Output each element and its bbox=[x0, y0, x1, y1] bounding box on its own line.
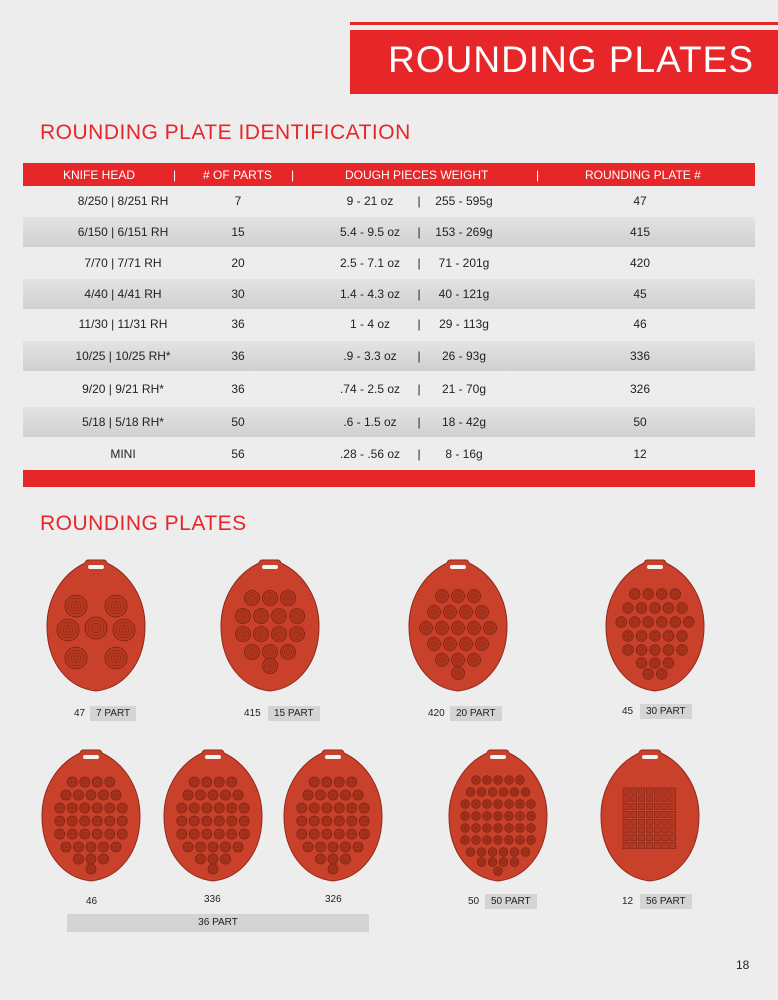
parts-cell: 7 bbox=[234, 194, 242, 208]
part-count-label: 20 PART bbox=[450, 706, 502, 721]
plate-cavity bbox=[670, 804, 676, 810]
weight-oz-cell: .74 - 2.5 oz bbox=[339, 382, 401, 396]
plate-illustration bbox=[600, 748, 700, 893]
hang-slot bbox=[83, 755, 99, 759]
weight-divider: | bbox=[417, 194, 421, 208]
plate-cavity bbox=[662, 796, 668, 802]
hang-slot bbox=[205, 755, 221, 759]
parts-cell: 36 bbox=[231, 349, 245, 363]
plate-cavity bbox=[631, 835, 637, 841]
plate-cavity bbox=[654, 819, 660, 825]
plate-cavity bbox=[623, 804, 629, 810]
rounding-plate-336 bbox=[163, 748, 263, 893]
plates-section-title: ROUNDING PLATES bbox=[40, 512, 247, 535]
plate-cavity bbox=[631, 811, 637, 817]
rounding-plate-415 bbox=[220, 558, 320, 703]
table-row bbox=[23, 374, 755, 404]
knife-head-cell: 10/25 | 10/25 RH* bbox=[75, 349, 171, 363]
weight-oz-cell: 9 - 21 oz bbox=[346, 194, 394, 208]
weight-g-cell: 153 - 269g bbox=[435, 225, 493, 239]
plate-illustration bbox=[605, 558, 705, 703]
knife-head-cell: 11/30 | 11/31 RH bbox=[78, 317, 168, 331]
plate-cavity bbox=[639, 835, 645, 841]
plate-cavity bbox=[646, 835, 652, 841]
part-count-label: 30 PART bbox=[640, 704, 692, 719]
table-row bbox=[23, 407, 755, 437]
parts-cell: 30 bbox=[231, 287, 245, 301]
plate-cavity bbox=[623, 843, 629, 849]
plate-illustration bbox=[283, 748, 383, 893]
part-count-label: 56 PART bbox=[640, 894, 692, 909]
plate-cavity bbox=[639, 796, 645, 802]
plate-number-cell: 47 bbox=[633, 194, 647, 208]
plate-illustration bbox=[220, 558, 320, 703]
plate-cavity bbox=[646, 827, 652, 833]
plate-cavity bbox=[623, 788, 629, 794]
weight-g-cell: 40 - 121g bbox=[438, 287, 490, 301]
plate-cavity bbox=[639, 827, 645, 833]
parts-cell: 20 bbox=[231, 256, 245, 270]
plate-cavity bbox=[654, 788, 660, 794]
plate-cavity bbox=[639, 843, 645, 849]
plate-cavity bbox=[662, 827, 668, 833]
weight-oz-cell: 2.5 - 7.1 oz bbox=[339, 256, 401, 270]
plate-number-cell: 50 bbox=[633, 415, 647, 429]
weight-g-cell: 255 - 595g bbox=[435, 194, 493, 208]
plate-cavity bbox=[623, 827, 629, 833]
plate-number-caption: 336 bbox=[204, 894, 221, 905]
weight-divider: | bbox=[417, 447, 421, 461]
identification-title: ROUNDING PLATE IDENTIFICATION bbox=[40, 121, 411, 144]
weight-divider: | bbox=[417, 287, 421, 301]
rounding-plate-50 bbox=[448, 748, 548, 893]
table-row bbox=[23, 248, 755, 278]
rounding-plate-47 bbox=[46, 558, 146, 703]
knife-head-cell: 5/18 | 5/18 RH* bbox=[82, 415, 164, 429]
plate-cavity bbox=[631, 788, 637, 794]
weight-divider: | bbox=[417, 349, 421, 363]
plate-cavity bbox=[623, 835, 629, 841]
weight-divider: | bbox=[417, 415, 421, 429]
plate-cavity bbox=[623, 811, 629, 817]
plate-cavity bbox=[631, 796, 637, 802]
rounding-plate-45 bbox=[605, 558, 705, 703]
knife-head-cell: MINI bbox=[110, 447, 136, 461]
plate-cavity bbox=[623, 819, 629, 825]
table-row bbox=[23, 309, 755, 339]
plate-number-cell: 420 bbox=[629, 256, 651, 270]
plate-number-caption: 50 bbox=[468, 896, 480, 907]
weight-oz-cell: 1.4 - 4.3 oz bbox=[339, 287, 401, 301]
hang-slot bbox=[450, 565, 466, 569]
knife-head-cell: 8/250 | 8/251 RH bbox=[77, 194, 169, 208]
hang-slot bbox=[490, 755, 506, 759]
plate-number-cell: 45 bbox=[633, 287, 647, 301]
plate-cavity bbox=[646, 843, 652, 849]
plate-cavity bbox=[670, 843, 676, 849]
plate-number-cell: 326 bbox=[629, 382, 651, 396]
knife-head-cell: 6/150 | 6/151 RH bbox=[77, 225, 169, 239]
header-banner bbox=[350, 30, 778, 94]
table-row bbox=[23, 439, 755, 469]
plate-cavity bbox=[639, 811, 645, 817]
parts-cell: 56 bbox=[231, 447, 245, 461]
plate-illustration bbox=[408, 558, 508, 703]
plate-cavity bbox=[670, 819, 676, 825]
col-parts: # OF PARTS bbox=[203, 168, 272, 182]
plate-cavity bbox=[662, 843, 668, 849]
col-divider: | bbox=[291, 168, 295, 182]
plate-cavity bbox=[670, 788, 676, 794]
knife-head-cell: 7/70 | 7/71 RH bbox=[84, 256, 162, 270]
plate-cavity bbox=[639, 819, 645, 825]
plate-number-caption: 12 bbox=[622, 896, 634, 907]
parts-cell: 36 bbox=[231, 317, 245, 331]
plate-number-cell: 12 bbox=[633, 447, 647, 461]
plate-cavity bbox=[662, 819, 668, 825]
table-row bbox=[23, 217, 755, 247]
table-header bbox=[23, 163, 755, 186]
plate-cavity bbox=[670, 835, 676, 841]
plate-cavity bbox=[654, 827, 660, 833]
weight-g-cell: 8 - 16g bbox=[445, 447, 483, 461]
plate-cavity bbox=[639, 788, 645, 794]
plate-cavity bbox=[639, 804, 645, 810]
rounding-plate-420 bbox=[408, 558, 508, 703]
weight-divider: | bbox=[417, 256, 421, 270]
plate-number-caption: 45 bbox=[622, 706, 634, 717]
plate-cavity bbox=[654, 804, 660, 810]
plate-number-caption: 420 bbox=[428, 708, 445, 719]
weight-oz-cell: 1 - 4 oz bbox=[349, 317, 391, 331]
weight-oz-cell: .28 - .56 oz bbox=[339, 447, 401, 461]
table-row bbox=[23, 279, 755, 309]
weight-oz-cell: 5.4 - 9.5 oz bbox=[339, 225, 401, 239]
col-plate-number: ROUNDING PLATE # bbox=[585, 168, 701, 182]
weight-oz-cell: .6 - 1.5 oz bbox=[343, 415, 397, 429]
plate-illustration bbox=[41, 748, 141, 893]
plate-cavity bbox=[646, 819, 652, 825]
col-divider: | bbox=[536, 168, 540, 182]
weight-divider: | bbox=[417, 317, 421, 331]
plate-cavity bbox=[670, 827, 676, 833]
plate-illustration bbox=[163, 748, 263, 893]
plate-cavity bbox=[670, 811, 676, 817]
page-number: 18 bbox=[736, 958, 750, 972]
hang-slot bbox=[88, 565, 104, 569]
plate-number-caption: 46 bbox=[86, 896, 98, 907]
part-count-label: 7 PART bbox=[90, 706, 136, 721]
plate-number-caption: 47 bbox=[74, 708, 86, 719]
weight-divider: | bbox=[417, 382, 421, 396]
table-row bbox=[23, 341, 755, 371]
weight-g-cell: 71 - 201g bbox=[438, 256, 490, 270]
plate-illustration bbox=[46, 558, 146, 703]
plate-cavity bbox=[662, 804, 668, 810]
weight-g-cell: 18 - 42g bbox=[441, 415, 487, 429]
rounding-plate-46 bbox=[41, 748, 141, 893]
plate-number-caption: 326 bbox=[325, 894, 342, 905]
part-count-label: 15 PART bbox=[268, 706, 320, 721]
parts-cell: 15 bbox=[231, 225, 245, 239]
rounding-plate-12 bbox=[600, 748, 700, 893]
plate-illustration bbox=[448, 748, 548, 893]
knife-head-cell: 9/20 | 9/21 RH* bbox=[82, 382, 164, 396]
weight-g-cell: 26 - 93g bbox=[441, 349, 487, 363]
hang-slot bbox=[325, 755, 341, 759]
parts-cell: 36 bbox=[231, 382, 245, 396]
plate-cavity bbox=[646, 796, 652, 802]
hang-slot bbox=[642, 755, 658, 759]
plate-cavity bbox=[631, 819, 637, 825]
plate-cavity bbox=[631, 827, 637, 833]
plate-cavity bbox=[670, 796, 676, 802]
plate-cavity bbox=[654, 811, 660, 817]
plate-number-cell: 415 bbox=[629, 225, 651, 239]
plate-cavity bbox=[631, 843, 637, 849]
plate-cavity bbox=[654, 796, 660, 802]
plate-cavity bbox=[662, 811, 668, 817]
header-rule bbox=[350, 22, 778, 25]
parts-cell: 50 bbox=[231, 415, 245, 429]
table-row bbox=[23, 186, 755, 216]
plate-cavity bbox=[646, 811, 652, 817]
hang-slot bbox=[647, 565, 663, 569]
plate-number-caption: 415 bbox=[244, 708, 261, 719]
shared-part-label: 36 PART bbox=[67, 914, 369, 932]
plate-cavity bbox=[631, 804, 637, 810]
col-weight: DOUGH PIECES WEIGHT bbox=[345, 168, 489, 182]
weight-g-cell: 21 - 70g bbox=[441, 382, 487, 396]
table-footer-bar bbox=[23, 470, 755, 487]
plate-cavity bbox=[654, 835, 660, 841]
plate-cavity bbox=[662, 835, 668, 841]
col-divider: | bbox=[173, 168, 177, 182]
plate-cavity bbox=[654, 843, 660, 849]
plate-number-cell: 46 bbox=[633, 317, 647, 331]
col-knife-head: KNIFE HEAD bbox=[63, 168, 136, 182]
knife-head-cell: 4/40 | 4/41 RH bbox=[84, 287, 162, 301]
weight-oz-cell: .9 - 3.3 oz bbox=[343, 349, 397, 363]
part-count-label: 50 PART bbox=[485, 894, 537, 909]
plate-cavity bbox=[646, 804, 652, 810]
weight-g-cell: 29 - 113g bbox=[439, 317, 489, 331]
plate-number-cell: 336 bbox=[629, 349, 651, 363]
page-title: ROUNDING PLATES bbox=[388, 39, 754, 80]
plate-cavity bbox=[646, 788, 652, 794]
plate-cavity bbox=[623, 796, 629, 802]
rounding-plate-326 bbox=[283, 748, 383, 893]
weight-divider: | bbox=[417, 225, 421, 239]
hang-slot bbox=[262, 565, 278, 569]
plate-cavity bbox=[662, 788, 668, 794]
